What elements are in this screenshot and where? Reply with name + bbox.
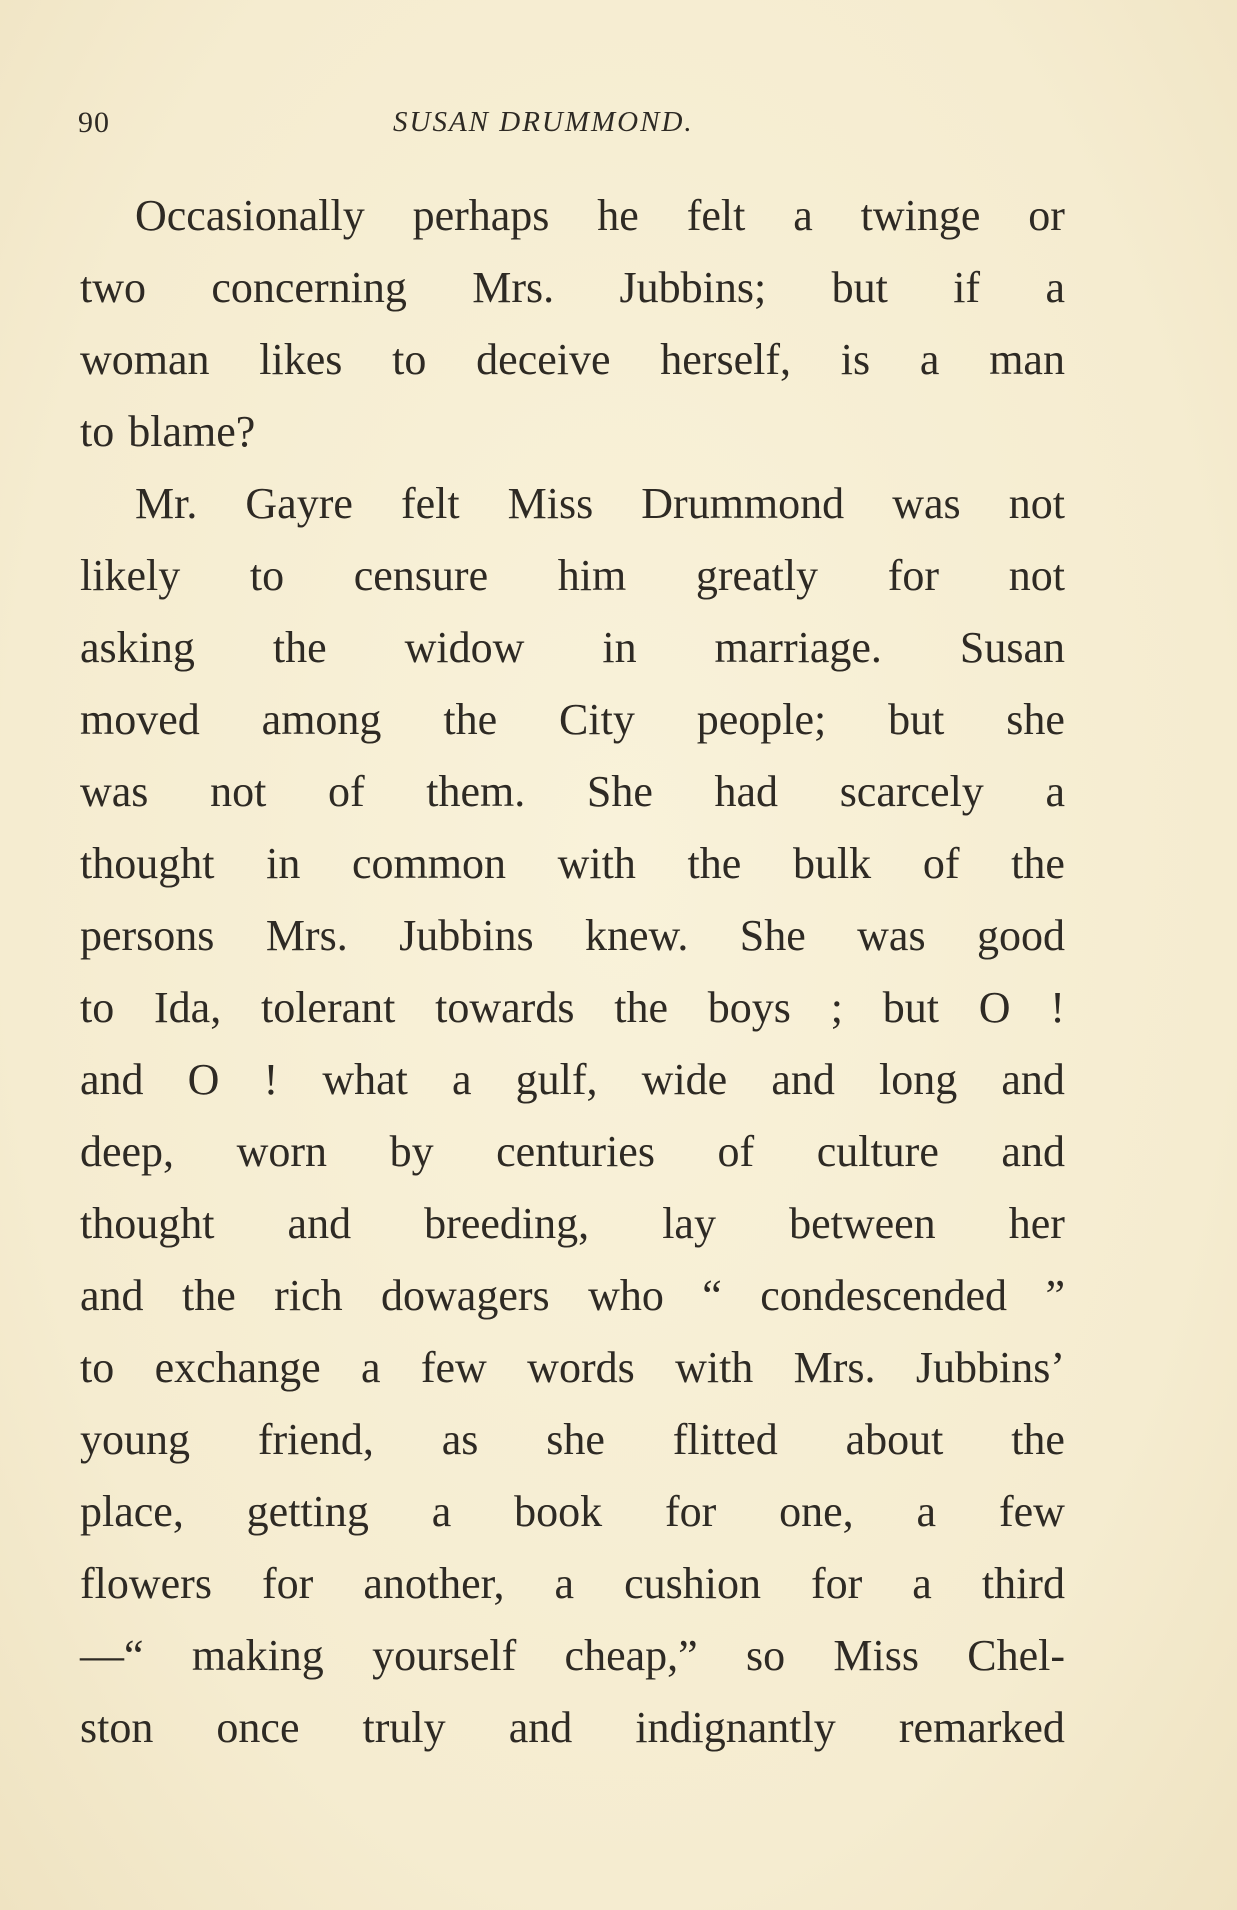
word: widow (404, 623, 525, 672)
word: O (978, 983, 1011, 1032)
word: man (989, 335, 1065, 384)
word: deep, (80, 1127, 175, 1176)
word: and (771, 1055, 835, 1104)
word: Occasionally (135, 191, 365, 240)
word: but (888, 695, 945, 744)
word: Mrs. (265, 911, 348, 960)
word: Jubbins (399, 911, 534, 960)
word: flowers (80, 1559, 212, 1608)
word: yourself (372, 1631, 517, 1680)
text-line (80, 324, 1065, 396)
word: cheap,” (564, 1631, 698, 1680)
word: for (664, 1487, 717, 1536)
word: deceive (476, 335, 611, 384)
word: to (80, 407, 115, 456)
word: ” (1045, 1271, 1065, 1320)
text-line (80, 612, 1065, 684)
word: him (557, 551, 627, 600)
word: a (554, 1559, 575, 1608)
word: ; (830, 983, 843, 1032)
word: moved (80, 695, 200, 744)
word: a (793, 191, 813, 240)
text-line (80, 180, 1065, 252)
word: to (249, 551, 285, 600)
word: felt (686, 191, 746, 240)
word: woman (80, 335, 210, 384)
word: a (912, 1559, 932, 1608)
word: exchange (154, 1343, 321, 1392)
word: not (1008, 479, 1065, 528)
text-line (80, 1260, 1065, 1332)
word: making (191, 1631, 324, 1680)
word: one, (779, 1487, 854, 1536)
text-line (80, 1692, 1065, 1764)
text-line (80, 1404, 1065, 1476)
text-line (80, 684, 1065, 756)
text-line (80, 540, 1065, 612)
word: thought (80, 1199, 215, 1248)
word: breeding, (424, 1199, 590, 1248)
word: long (878, 1055, 958, 1104)
word: what (322, 1055, 408, 1104)
word: dowagers (381, 1271, 550, 1320)
word: a (919, 335, 940, 384)
word: of (327, 767, 365, 816)
word: if (953, 263, 981, 312)
word: he (597, 191, 639, 240)
word: indignantly (635, 1703, 836, 1752)
word: of (717, 1127, 755, 1176)
word: a (452, 1055, 472, 1104)
word: greatly (695, 551, 819, 600)
word: knew. (584, 911, 689, 960)
word: not (210, 767, 267, 816)
page-number: 90 (78, 106, 110, 139)
word: towards (435, 983, 575, 1032)
word: blame? (128, 407, 256, 456)
word: tolerant (260, 983, 396, 1032)
word: another, (363, 1559, 505, 1608)
word: ston (80, 1703, 154, 1752)
word: marriage. (714, 623, 882, 672)
word: once (216, 1703, 300, 1752)
word: worn (236, 1127, 328, 1176)
word: She (586, 767, 653, 816)
word: the (614, 983, 669, 1032)
word: for (810, 1559, 863, 1608)
word: a (1045, 263, 1065, 312)
word: Miss (833, 1631, 919, 1680)
body-text (80, 180, 1065, 1764)
word: is (840, 335, 871, 384)
word: asking (80, 623, 195, 672)
word: felt (400, 479, 460, 528)
word: censure (353, 551, 489, 600)
word: and (80, 1271, 144, 1320)
word: with (675, 1343, 754, 1392)
word: good (976, 911, 1065, 960)
word: few (420, 1343, 487, 1392)
word: the (443, 695, 498, 744)
word: She (739, 911, 806, 960)
text-line (80, 1476, 1065, 1548)
word: with (557, 839, 636, 888)
word: to (80, 983, 115, 1032)
word: the (687, 839, 742, 888)
word: twinge (860, 191, 981, 240)
word: “ (702, 1271, 722, 1320)
word: the (1011, 1415, 1065, 1464)
word: the (181, 1271, 236, 1320)
word: likes (259, 335, 343, 384)
word: and (1001, 1055, 1065, 1104)
word: lay (662, 1199, 716, 1248)
word: young (80, 1415, 190, 1464)
word: condescended (760, 1271, 1008, 1320)
word: for (887, 551, 940, 600)
word: Chel- (967, 1631, 1065, 1680)
text-line (80, 1620, 1065, 1692)
word: her (1008, 1199, 1065, 1248)
word: a (361, 1343, 381, 1392)
text-line (80, 900, 1065, 972)
word: people; (696, 695, 827, 744)
running-head: SUSAN DRUMMOND. (393, 106, 694, 138)
word: few (998, 1487, 1065, 1536)
word: to (80, 1343, 115, 1392)
word: O (187, 1055, 220, 1104)
word: and (287, 1199, 352, 1248)
word: Drummond (641, 479, 845, 528)
word: persons (80, 911, 215, 960)
text-line (80, 1548, 1065, 1620)
word: friend, (257, 1415, 374, 1464)
word: perhaps (412, 191, 550, 240)
text-line (80, 1044, 1065, 1116)
text-line (80, 828, 1065, 900)
word: was (857, 911, 926, 960)
word: between (789, 1199, 936, 1248)
word: she (546, 1415, 605, 1464)
word: cushion (624, 1559, 761, 1608)
word: Jubbins; (619, 263, 767, 312)
text-line (80, 468, 1065, 540)
word: Ida, (154, 983, 222, 1032)
text-line (80, 1332, 1065, 1404)
word: Miss (507, 479, 594, 528)
word: Susan (959, 623, 1065, 672)
word: a (431, 1487, 452, 1536)
word: and (1001, 1127, 1065, 1176)
word: Mrs. (472, 263, 555, 312)
word: rich (274, 1271, 343, 1320)
word: by (389, 1127, 434, 1176)
word: the (1011, 839, 1065, 888)
word: she (1006, 695, 1065, 744)
word: gulf, (515, 1055, 598, 1104)
text-line (80, 1188, 1065, 1260)
word: Gayre (245, 479, 353, 528)
word: the (272, 623, 327, 672)
word: or (1028, 191, 1065, 240)
word: but (831, 263, 888, 312)
word: concerning (211, 263, 407, 312)
word: not (1008, 551, 1065, 600)
word: Mrs. (793, 1343, 876, 1392)
word: among (261, 695, 382, 744)
word: herself, (660, 335, 791, 384)
word: Jubbins’ (915, 1343, 1065, 1392)
word: ! (263, 1055, 279, 1104)
word: in (266, 839, 301, 888)
word: to (392, 335, 427, 384)
word: who (588, 1271, 664, 1320)
word: a (1045, 767, 1065, 816)
word: getting (246, 1487, 369, 1536)
word: Mr. (135, 479, 198, 528)
word: was (80, 767, 149, 816)
word: of (922, 839, 960, 888)
text-line (80, 252, 1065, 324)
word: words (527, 1343, 635, 1392)
text-line (80, 396, 1065, 468)
word: so (745, 1631, 786, 1680)
word: and (508, 1703, 573, 1752)
word: culture (816, 1127, 939, 1176)
word: —“ (80, 1631, 144, 1680)
word: about (845, 1415, 944, 1464)
word: but (882, 983, 939, 1032)
word: had (714, 767, 779, 816)
word: was (892, 479, 961, 528)
word: likely (80, 551, 181, 600)
word: ! (1050, 983, 1065, 1032)
word: centuries (496, 1127, 655, 1176)
word: as (441, 1415, 479, 1464)
word: thought (80, 839, 215, 888)
word: boys (707, 983, 791, 1032)
word: two (80, 263, 146, 312)
word: remarked (898, 1703, 1065, 1752)
word: in (602, 623, 637, 672)
word: place, (80, 1487, 184, 1536)
page-header (78, 100, 778, 140)
word: and (80, 1055, 144, 1104)
word: flitted (672, 1415, 778, 1464)
word: common (352, 839, 506, 888)
word: wide (641, 1055, 728, 1104)
word: book (514, 1487, 603, 1536)
text-line (80, 1116, 1065, 1188)
word: them. (426, 767, 526, 816)
word: City (559, 695, 635, 744)
word: a (916, 1487, 937, 1536)
word: third (981, 1559, 1065, 1608)
word: scarcely (839, 767, 984, 816)
text-line (80, 972, 1065, 1044)
word: for (261, 1559, 314, 1608)
word: truly (362, 1703, 446, 1752)
text-line (80, 756, 1065, 828)
word: bulk (792, 839, 872, 888)
